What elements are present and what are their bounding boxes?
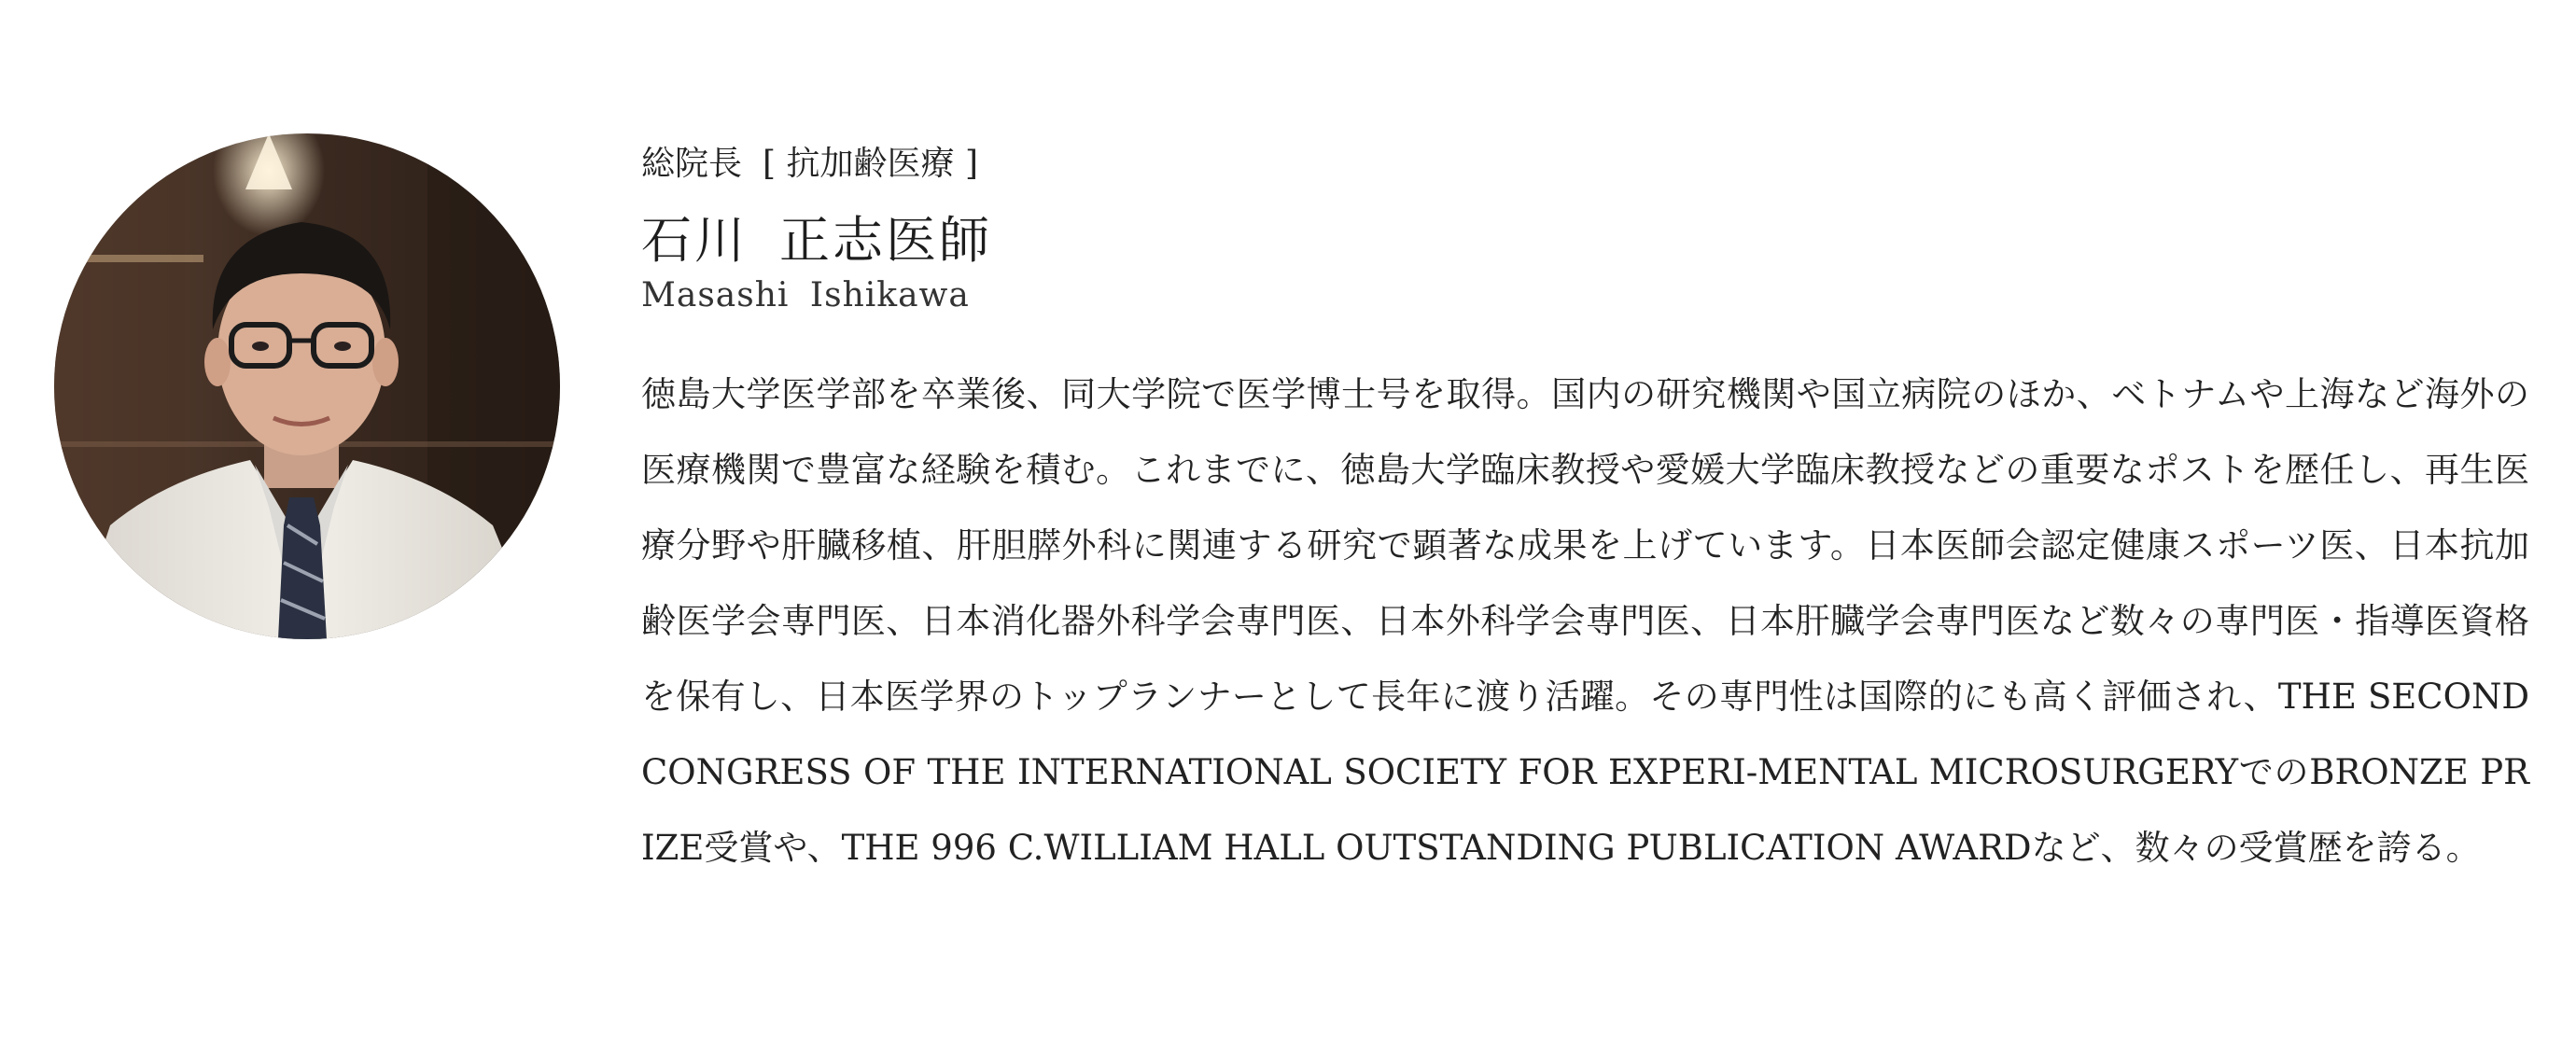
- specialty-tag: [ 抗加齢医療 ]: [763, 145, 978, 183]
- name-given: 正志医師: [779, 211, 992, 270]
- doctor-name-en: Masashi Ishikawa: [641, 276, 970, 314]
- profile-text: [641, 138, 2529, 920]
- title-line: [641, 138, 2529, 190]
- name-family: 石川: [641, 211, 748, 270]
- doctor-portrait: [54, 133, 560, 639]
- doctor-biography: 徳島大学医学部を卒業後、同大学院で医学博士号を取得。国内の研究機関や国立病院のほか、ベトナムや上海など海外の医療機関で豊富な経験を積む。これまでに、徳島大学臨床教授や愛媛大学臨床教授などの重要なポストを歴任し、再生医療分野や肝臓移植、肝胆膵外科に関連する研究で顕著な成果を上げています。日本医師会認定健康スポーツ医、日本抗加齢医学会専門医、日本消化器外科学会専門医、日本外科学会専門医、日本肝臓学会専門医など数々の専門医・指導医資格を保有し、日本医学界のトップランナーとして長年に渡り活躍。その専門性は国際的にも高く評価され、THE SECOND CONGRESS OF THE INTERNATIONAL SOCIETY FOR EXPERI-MENTAL MICROSURGERYでのBRONZE PRIZE受賞や、THE 996 C.WILLIAM HALL OUTSTANDING PUBLICATION AWARDなど、数々の受賞歴を誇る。: [641, 374, 2529, 868]
- doctor-name-ja: [641, 211, 2529, 271]
- role-title: 総院長: [641, 145, 743, 183]
